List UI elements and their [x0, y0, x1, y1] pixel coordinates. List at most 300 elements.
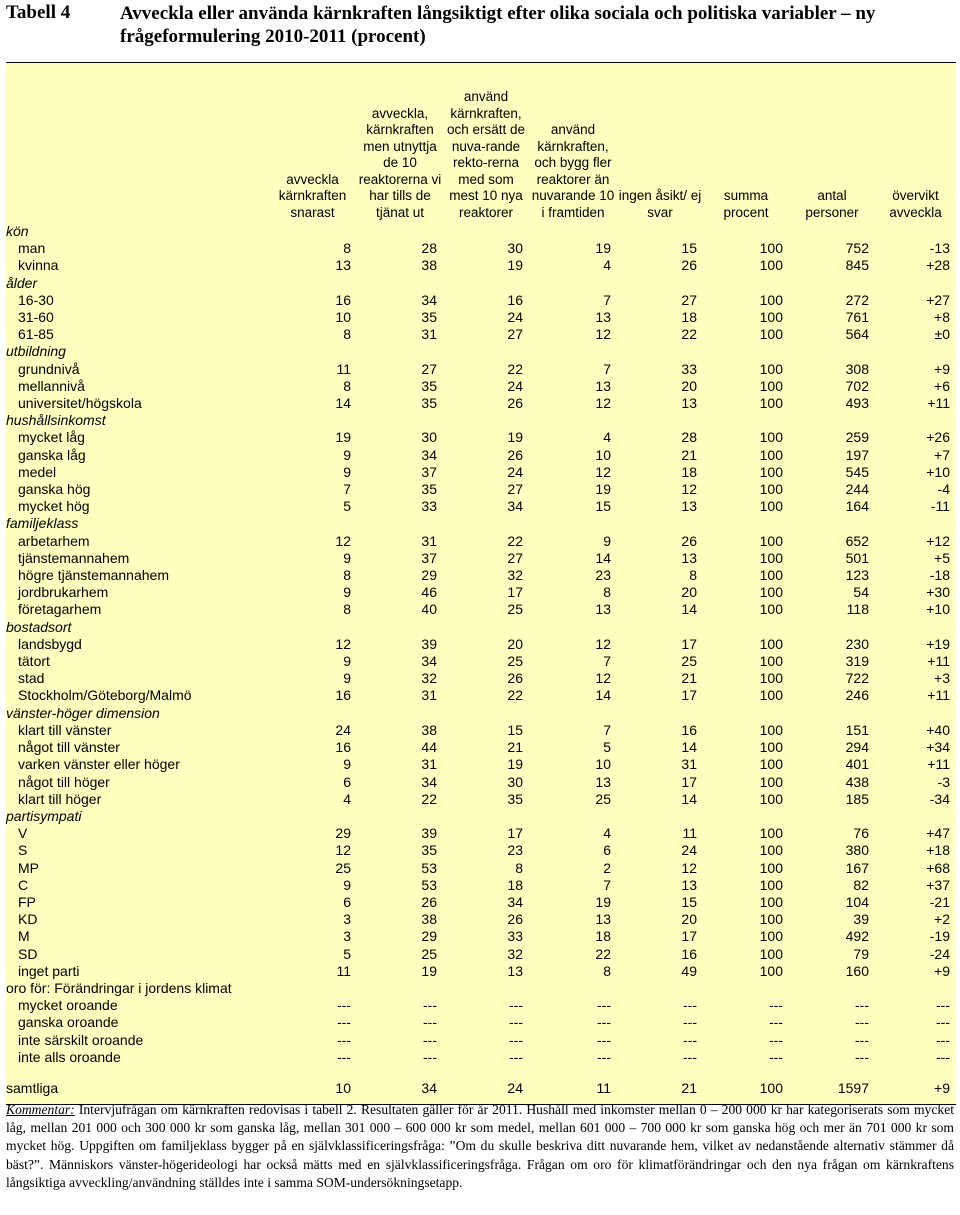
- table-cell: 12: [681, 481, 697, 498]
- table-cell: 26: [507, 446, 523, 463]
- table-cell: -24: [929, 945, 950, 962]
- table-cell: +7: [934, 446, 950, 463]
- table-cell: 14: [595, 549, 611, 566]
- table-cell: +34: [926, 739, 950, 756]
- row-label: samtliga: [6, 1079, 59, 1096]
- table-cell: 17: [681, 635, 697, 652]
- table-cell: 12: [595, 395, 611, 412]
- table-cell: 23: [595, 567, 611, 584]
- table-cell: 38: [421, 721, 437, 738]
- table-cell: 38: [421, 911, 437, 928]
- table-cell: 118: [846, 601, 869, 618]
- table-cell: 100: [759, 549, 783, 566]
- table-cell: 164: [845, 498, 869, 515]
- table-cell: 35: [421, 309, 437, 326]
- row-label: Stockholm/Göteborg/Malmö: [18, 687, 192, 704]
- table-row: [6, 670, 956, 687]
- table-cell: -3: [937, 773, 950, 790]
- table-cell: 8: [603, 962, 611, 979]
- table-cell: 19: [595, 481, 611, 498]
- table-cell: 9: [343, 463, 351, 480]
- table-cell: 13: [681, 395, 697, 412]
- row-label: arbetarhem: [18, 532, 90, 549]
- table-cell: +9: [934, 360, 950, 377]
- table-cell: 16: [681, 945, 697, 962]
- table-cell: +11: [927, 653, 950, 670]
- table-cell: 27: [507, 326, 523, 343]
- table-row: [6, 567, 956, 584]
- table-cell: 14: [681, 601, 697, 618]
- table-row: [6, 636, 956, 653]
- column-header: avveckla, kärnkraften men utnyttja de 10 reaktorerna vi har tills de tjänat ut: [358, 105, 442, 220]
- table-row: [6, 928, 956, 945]
- section-header-row: [6, 223, 956, 240]
- table-cell: 100: [759, 326, 783, 343]
- table-cell: +40: [926, 721, 950, 738]
- table-cell: 4: [603, 257, 611, 274]
- table-cell: 7: [343, 481, 351, 498]
- table-cell: 38: [421, 257, 437, 274]
- row-label: medel: [18, 463, 57, 480]
- row-label: SD: [18, 945, 38, 962]
- table-cell: 100: [759, 377, 783, 394]
- table-cell: 6: [603, 842, 611, 859]
- table-cell: 82: [853, 876, 869, 893]
- table-cell: 761: [845, 309, 869, 326]
- table-cell: 26: [421, 893, 437, 910]
- row-label: tjänstemannahem: [18, 549, 130, 566]
- table-cell: 37: [421, 549, 437, 566]
- table-cell: 6: [343, 773, 351, 790]
- table-cell: 17: [681, 928, 697, 945]
- table-cell: 652: [845, 532, 869, 549]
- table-cell: 24: [681, 842, 697, 859]
- row-label: mycket hög: [18, 498, 90, 515]
- table-cell: ---: [769, 997, 783, 1014]
- row-label: något till vänster: [18, 739, 120, 756]
- table-cell: 1597: [837, 1079, 869, 1096]
- table-cell: 19: [507, 756, 523, 773]
- section-header-row: [6, 619, 956, 636]
- table-row: [6, 498, 956, 515]
- table-cell: 29: [421, 567, 437, 584]
- table-cell: ---: [423, 1048, 437, 1065]
- table-cell: 31: [681, 756, 697, 773]
- table-cell: 34: [421, 1079, 437, 1096]
- table-cell: 12: [335, 842, 351, 859]
- table-cell: 23: [507, 842, 523, 859]
- table-cell: 17: [681, 773, 697, 790]
- table-cell: 259: [845, 429, 869, 446]
- table-cell: 34: [421, 446, 437, 463]
- table-cell: ---: [597, 1014, 611, 1031]
- table-cell: 53: [421, 876, 437, 893]
- table-cell: 100: [759, 739, 783, 756]
- table-cell: 35: [421, 842, 437, 859]
- table-cell: +3: [934, 670, 950, 687]
- table-cell: 13: [595, 309, 611, 326]
- table-cell: -13: [929, 240, 950, 257]
- table-cell: 160: [845, 962, 869, 979]
- table-row: [6, 739, 956, 756]
- table-cell: 26: [507, 670, 523, 687]
- table-cell: 8: [343, 377, 351, 394]
- row-label: mycket oroande: [18, 997, 118, 1014]
- table-cell: +10: [926, 463, 950, 480]
- table-cell: 31: [421, 687, 437, 704]
- table-cell: 100: [759, 584, 783, 601]
- table-cell: 33: [681, 360, 697, 377]
- table-cell: ---: [936, 1014, 950, 1031]
- table-row: [6, 860, 956, 877]
- table-cell: 33: [507, 928, 523, 945]
- table-row: [6, 292, 956, 309]
- table-cell: 12: [595, 463, 611, 480]
- table-cell: 12: [595, 635, 611, 652]
- section-header-row: [6, 705, 956, 722]
- table-cell: 49: [681, 962, 697, 979]
- table-cell: 246: [845, 687, 869, 704]
- table-cell: 13: [595, 377, 611, 394]
- table-cell: -11: [930, 498, 950, 515]
- table-cell: 26: [507, 395, 523, 412]
- table-cell: 104: [845, 893, 869, 910]
- table-cell: 8: [515, 859, 523, 876]
- table-cell: 34: [507, 498, 523, 515]
- row-label: landsbygd: [18, 635, 82, 652]
- table-cell: 3: [343, 928, 351, 945]
- table-cell: 39: [421, 635, 437, 652]
- table-row: [6, 584, 956, 601]
- table-cell: ---: [337, 1048, 351, 1065]
- table-cell: 167: [845, 859, 869, 876]
- table-cell: 13: [595, 911, 611, 928]
- data-table-container: [6, 62, 956, 1105]
- table-cell: 53: [421, 859, 437, 876]
- table-cell: 9: [603, 532, 611, 549]
- table-cell: ---: [683, 997, 697, 1014]
- table-cell: 30: [507, 773, 523, 790]
- row-label: KD: [18, 911, 38, 928]
- table-cell: 294: [845, 739, 869, 756]
- table-cell: 230: [845, 635, 869, 652]
- row-label: högre tjänstemannahem: [18, 567, 169, 584]
- table-row: [6, 877, 956, 894]
- table-cell: ---: [855, 1014, 869, 1031]
- table-cell: 24: [507, 1079, 523, 1096]
- table-cell: 722: [845, 670, 869, 687]
- table-cell: 752: [845, 240, 869, 257]
- table-cell: ---: [597, 1031, 611, 1048]
- table-cell: 18: [681, 309, 697, 326]
- table-caption: [6, 0, 956, 52]
- table-cell: 13: [681, 549, 697, 566]
- table-cell: 100: [759, 395, 783, 412]
- table-row: [6, 550, 956, 567]
- row-label: ganska låg: [18, 446, 86, 463]
- table-cell: 845: [845, 257, 869, 274]
- table-cell: 9: [343, 584, 351, 601]
- table-cell: 100: [759, 257, 783, 274]
- table-cell: 24: [335, 721, 351, 738]
- table-cell: 17: [681, 687, 697, 704]
- table-cell: 19: [335, 429, 351, 446]
- column-header: summa procent: [723, 188, 769, 220]
- table-cell: 9: [343, 756, 351, 773]
- table-cell: 19: [507, 429, 523, 446]
- table-cell: 272: [845, 291, 869, 308]
- table-cell: -19: [929, 928, 950, 945]
- row-label: mycket låg: [18, 429, 85, 446]
- section-header-row: [6, 275, 956, 292]
- table-cell: 12: [595, 670, 611, 687]
- table-row: [6, 791, 956, 808]
- table-cell: 12: [681, 859, 697, 876]
- table-cell: 25: [595, 790, 611, 807]
- table-cell: 11: [682, 825, 697, 842]
- table-cell: 100: [759, 481, 783, 498]
- table-cell: 16: [335, 739, 351, 756]
- table-row: [6, 1049, 956, 1066]
- table-cell: ---: [769, 1014, 783, 1031]
- table-cell: 33: [421, 498, 437, 515]
- table-cell: 501: [845, 549, 869, 566]
- row-label: inget parti: [18, 962, 80, 979]
- table-cell: 30: [421, 429, 437, 446]
- table-cell: 100: [759, 291, 783, 308]
- table-cell: 11: [336, 962, 351, 979]
- table-cell: 4: [603, 429, 611, 446]
- table-cell: 100: [759, 360, 783, 377]
- section-header-row: [6, 343, 956, 360]
- table-cell: 100: [759, 635, 783, 652]
- table-cell: +2: [934, 911, 950, 928]
- table-cell: 19: [507, 257, 523, 274]
- table-cell: 12: [595, 326, 611, 343]
- table-cell: 26: [681, 532, 697, 549]
- section-label: kön: [6, 223, 29, 239]
- section-label: utbildning: [6, 343, 66, 360]
- row-label: 16-30: [18, 291, 54, 308]
- table-cell: 13: [507, 962, 523, 979]
- table-row: [6, 911, 956, 928]
- table-cell: -4: [937, 481, 950, 498]
- table-cell: 10: [595, 446, 611, 463]
- table-row: [6, 653, 956, 670]
- table-cell: 545: [845, 463, 869, 480]
- section-label: hushållsinkomst: [6, 412, 106, 429]
- table-cell: 100: [759, 687, 783, 704]
- table-cell: 30: [507, 240, 523, 257]
- table-cell: 27: [507, 549, 523, 566]
- table-cell: 16: [507, 291, 523, 308]
- table-cell: 35: [507, 790, 523, 807]
- row-label: universitet/högskola: [18, 395, 142, 412]
- row-label: M: [18, 928, 30, 945]
- table-cell: +5: [934, 549, 950, 566]
- table-cell: 6: [343, 893, 351, 910]
- table-cell: ---: [683, 1048, 697, 1065]
- table-cell: 31: [421, 756, 437, 773]
- table-cell: 13: [595, 601, 611, 618]
- section-header-row: [6, 515, 956, 532]
- row-label: något till höger: [18, 773, 110, 790]
- table-cell: 100: [759, 429, 783, 446]
- table-cell: +47: [926, 825, 950, 842]
- row-label: klart till vänster: [18, 721, 112, 738]
- table-cell: ---: [855, 1048, 869, 1065]
- table-cell: +30: [926, 584, 950, 601]
- table-cell: 9: [343, 446, 351, 463]
- table-cell: 100: [759, 859, 783, 876]
- table-row: [6, 533, 956, 550]
- table-cell: -34: [929, 790, 950, 807]
- table-cell: 100: [759, 962, 783, 979]
- table-cell: 39: [421, 825, 437, 842]
- total-row: [6, 1080, 956, 1097]
- table-cell: 10: [595, 756, 611, 773]
- table-cell: +37: [926, 876, 950, 893]
- table-cell: 100: [759, 945, 783, 962]
- table-cell: ---: [769, 1031, 783, 1048]
- table-row: [6, 447, 956, 464]
- table-cell: 79: [853, 945, 869, 962]
- table-cell: 34: [421, 653, 437, 670]
- table-row: [6, 825, 956, 842]
- table-cell: +11: [927, 687, 950, 704]
- table-cell: 100: [759, 928, 783, 945]
- table-row: [6, 774, 956, 791]
- table-cell: 21: [681, 1079, 697, 1096]
- table-cell: 24: [507, 309, 523, 326]
- table-cell: 17: [507, 584, 523, 601]
- table-cell: 8: [689, 567, 697, 584]
- table-cell: 197: [845, 446, 869, 463]
- table-cell: 32: [507, 945, 523, 962]
- table-cell: 22: [507, 687, 523, 704]
- table-cell: 44: [421, 739, 437, 756]
- table-cell: +28: [926, 257, 950, 274]
- table-cell: 493: [845, 395, 869, 412]
- table-cell: +26: [926, 429, 950, 446]
- table-cell: 29: [335, 825, 351, 842]
- table-number: Tabell 4: [6, 2, 71, 23]
- table-cell: 4: [343, 790, 351, 807]
- table-cell: 380: [845, 842, 869, 859]
- table-cell: 16: [335, 687, 351, 704]
- table-cell: ---: [337, 1031, 351, 1048]
- section-header-row: [6, 412, 956, 429]
- table-cell: 100: [759, 498, 783, 515]
- row-label-header: [6, 63, 268, 223]
- table-cell: 34: [421, 291, 437, 308]
- row-label: S: [18, 842, 28, 859]
- row-label: grundnivå: [18, 360, 80, 377]
- table-cell: 100: [759, 446, 783, 463]
- table-cell: 14: [595, 687, 611, 704]
- table-cell: 438: [845, 773, 869, 790]
- table-cell: 8: [343, 240, 351, 257]
- table-cell: +9: [934, 1079, 950, 1096]
- table-cell: 15: [507, 721, 523, 738]
- table-cell: 151: [845, 721, 869, 738]
- table-cell: ---: [509, 1048, 523, 1065]
- table-body: [6, 223, 956, 1097]
- table-cell: 100: [759, 670, 783, 687]
- table-cell: 13: [681, 498, 697, 515]
- table-cell: +11: [927, 395, 950, 412]
- row-label: inte alls oroande: [18, 1048, 121, 1065]
- table-cell: 29: [421, 928, 437, 945]
- table-cell: 3: [343, 911, 351, 928]
- column-header: använd kärnkraften, och ersätt de nuva-rande rekto-rerna med som mest 10 nya reaktorer: [446, 89, 526, 220]
- row-label: ganska hög: [18, 481, 91, 498]
- row-label: stad: [18, 670, 45, 687]
- table-cell: 14: [335, 395, 351, 412]
- table-cell: 24: [507, 463, 523, 480]
- section-label: familjeklass: [6, 515, 79, 532]
- table-cell: 25: [507, 653, 523, 670]
- column-header: använd kärnkraften, och bygg fler reaktorer än nuvarande 10 i framtiden: [531, 122, 615, 220]
- table-cell: 100: [759, 532, 783, 549]
- row-label: tätort: [18, 653, 50, 670]
- table-cell: 14: [681, 739, 697, 756]
- table-cell: 308: [845, 360, 869, 377]
- row-label: ganska oroande: [18, 1014, 119, 1031]
- table-cell: 9: [343, 653, 351, 670]
- table-cell: 100: [759, 893, 783, 910]
- table-cell: 32: [507, 567, 523, 584]
- table-cell: +27: [926, 291, 950, 308]
- table-cell: 7: [603, 360, 611, 377]
- table-cell: 27: [681, 291, 697, 308]
- table-cell: 702: [845, 377, 869, 394]
- table-cell: 31: [421, 532, 437, 549]
- row-label: företagarhem: [18, 601, 102, 618]
- table-cell: 100: [759, 756, 783, 773]
- table-cell: 13: [595, 773, 611, 790]
- table-cell: ---: [509, 1014, 523, 1031]
- column-header: avveckla kärnkraften snarast: [278, 171, 347, 220]
- table-cell: ---: [936, 1048, 950, 1065]
- table-cell: ---: [509, 1031, 523, 1048]
- table-row: [6, 722, 956, 739]
- spacer-row: [6, 1066, 956, 1080]
- table-cell: +68: [926, 859, 950, 876]
- table-row: [6, 309, 956, 326]
- comment-note: [6, 1101, 954, 1192]
- table-cell: 5: [603, 739, 611, 756]
- table-cell: -21: [929, 893, 950, 910]
- table-cell: 7: [603, 653, 611, 670]
- section-label: ålder: [6, 274, 38, 291]
- table-cell: ---: [597, 1048, 611, 1065]
- table-cell: 21: [507, 739, 523, 756]
- table-cell: 13: [335, 257, 351, 274]
- comment-label: Kommentar:: [6, 1102, 75, 1117]
- section-header-row: [6, 808, 956, 825]
- table-row: [6, 756, 956, 773]
- table-cell: 7: [603, 721, 611, 738]
- table-cell: 26: [681, 257, 697, 274]
- table-row: [6, 464, 956, 481]
- table-cell: 13: [681, 876, 697, 893]
- table-cell: +12: [926, 532, 950, 549]
- table-title: Avveckla eller använda kärnkraften långsiktigt efter olika sociala och politiska variabler – ny frågeformulering 2010-2011 (procent): [120, 3, 876, 47]
- table-cell: 31: [421, 326, 437, 343]
- table-cell: 27: [421, 360, 437, 377]
- table-cell: 40: [421, 601, 437, 618]
